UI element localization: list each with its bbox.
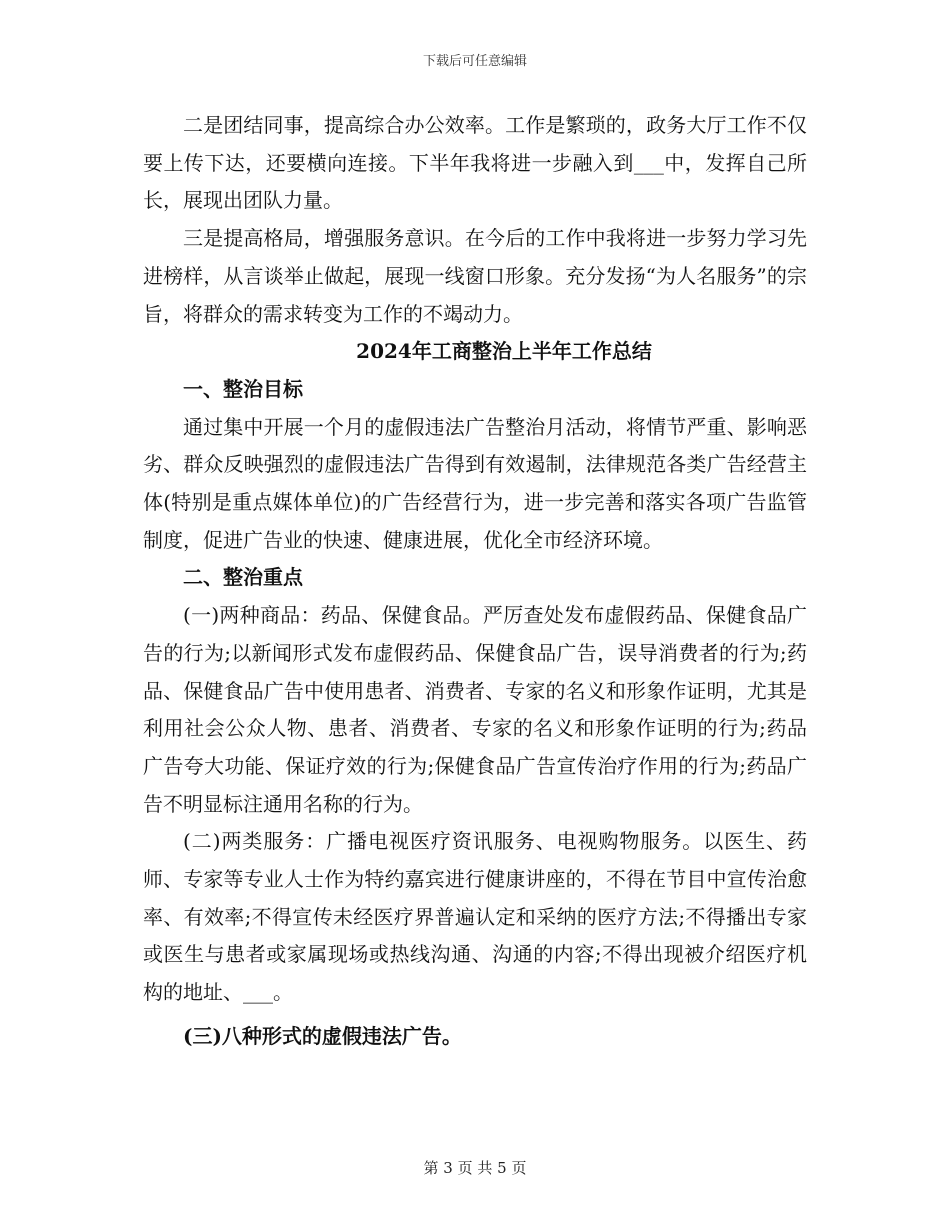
paragraph-goals: 通过集中开展一个月的虚假违法广告整治月活动，将情节严重、影响恶劣、群众反映强烈的虚假违法广告得到有效遏制，法律规范各类广告经营主体(特别是重点媒体单位)的广告经营行为，进一步完善和落实各项广告监管制度，促进广告业的快速、健康进展，优化全市经济环境。 bbox=[143, 414, 807, 552]
document-title: 2024年工商整治上半年工作总结 bbox=[356, 339, 652, 364]
page-number: 第 3 页 共 5 页 bbox=[423, 1159, 527, 1177]
paragraph-teamwork: 二是团结同事，提高综合办公效率。工作是繁琐的，政务大厅工作不仅要上传下达，还要横向连接。下半年我将进一步融入到___中，发挥自己所长，展现出团队力量。 bbox=[143, 113, 807, 213]
paragraph-service: 三是提高格局，增强服务意识。在今后的工作中我将进一步努力学习先进榜样，从言谈举止做起，展现一线窗口形象。充分发扬“为人名服务”的宗旨，将群众的需求转变为工作的不竭动力。 bbox=[143, 226, 807, 326]
paragraph-two-products: (一)两种商品：药品、保健食品。严厉查处发布虚假药品、保健食品广告的行为;以新闻形式发布虚假药品、保健食品广告，误导消费者的行为;药品、保健食品广告中使用患者、消费者、专家的名义和形象作证明，尤其是利用社会公众人物、患者、消费者、专家的名义和形象作证明的行为;药品广告夸大功能、保证疗效的行为;保健食品广告宣传治疗作用的行为;药品广告不明显标注通用名称的行为。 bbox=[143, 603, 807, 816]
page-header: 下载后可任意编辑 bbox=[422, 54, 527, 69]
subsection-heading-eight-forms: (三)八种形式的虚假违法广告。 bbox=[183, 1023, 462, 1048]
section-heading-focus: 二、整治重点 bbox=[183, 565, 303, 590]
document-body bbox=[143, 107, 807, 1056]
section-heading-goals: 一、整治目标 bbox=[183, 376, 303, 401]
paragraph-two-services: (二)两类服务：广播电视医疗资讯服务、电视购物服务。以医生、药师、专家等专业人士作为特约嘉宾进行健康讲座的，不得在节目中宣传治愈率、有效率;不得宣传未经医疗界普遍认定和采纳的医疗方法;不得播出专家或医生与患者或家属现场或热线沟通、沟通的内容;不得出现被介绍医疗机构的地址、___。 bbox=[143, 829, 807, 1005]
